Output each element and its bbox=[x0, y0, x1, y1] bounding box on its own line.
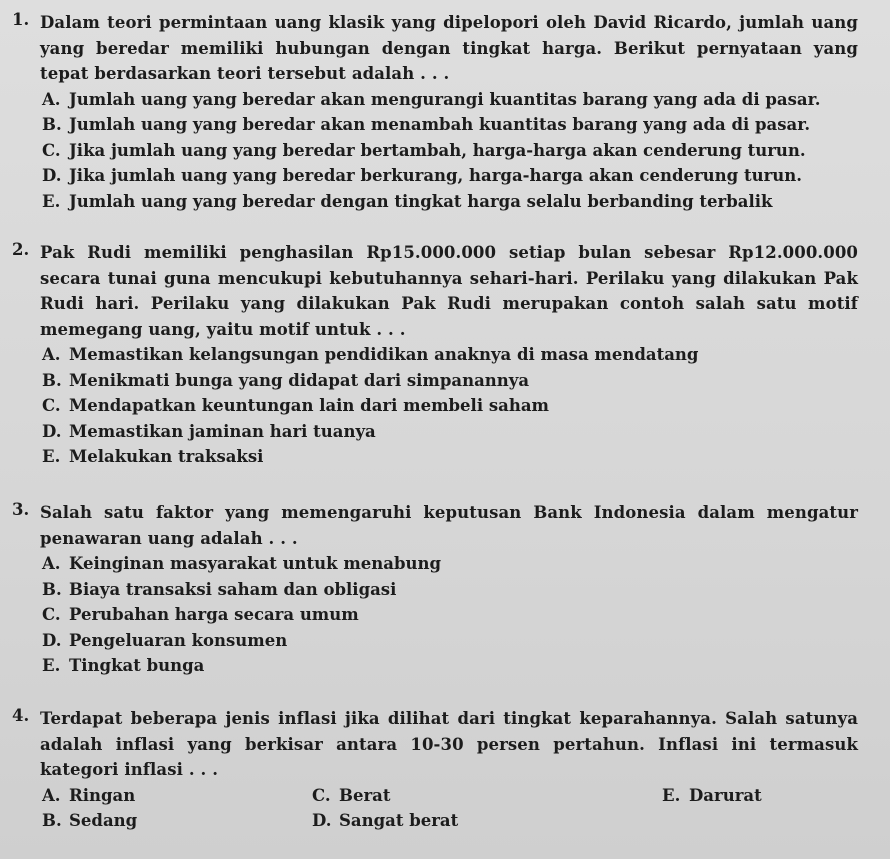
option-letter: D. bbox=[42, 630, 62, 650]
option-letter: A. bbox=[42, 345, 61, 364]
option-c[interactable] bbox=[42, 138, 858, 164]
option-e[interactable] bbox=[662, 783, 862, 809]
option-c[interactable] bbox=[312, 783, 662, 809]
option-letter: D. bbox=[312, 811, 332, 830]
option-letter: B. bbox=[42, 811, 62, 830]
question-2 bbox=[12, 240, 858, 470]
option-d[interactable] bbox=[42, 163, 858, 189]
question-4 bbox=[12, 706, 858, 834]
option-letter: B. bbox=[42, 115, 62, 134]
option-list bbox=[42, 342, 858, 470]
question-stem: Dalam teori permintaan uang klasik yang dipelopori oleh David Ricardo, jumlah uang yang beredar memiliki hubungan dengan tingkat harga. Berikut pernyataan yang tepat berdasarkan teori tersebut adalah . . . bbox=[40, 13, 858, 83]
option-c[interactable] bbox=[42, 602, 858, 628]
option-b[interactable] bbox=[42, 368, 858, 394]
option-grid bbox=[42, 783, 858, 834]
option-a[interactable] bbox=[42, 342, 858, 368]
option-text: Tingkat bunga bbox=[69, 656, 205, 675]
question-number: 1. bbox=[12, 10, 30, 29]
option-text: Sedang bbox=[69, 811, 138, 830]
option-text: Keinginan masyarakat untuk menabung bbox=[69, 554, 442, 573]
option-letter: C. bbox=[42, 140, 61, 160]
option-list bbox=[42, 87, 858, 215]
option-text: Ringan bbox=[69, 785, 136, 805]
option-text: Melakukan traksaksi bbox=[69, 447, 264, 466]
option-a[interactable] bbox=[42, 783, 312, 809]
option-letter: A. bbox=[42, 554, 61, 573]
option-text: Menikmati bunga yang didapat dari simpanannya bbox=[69, 370, 530, 390]
option-letter: E. bbox=[42, 656, 61, 675]
option-text: Berat bbox=[339, 785, 391, 805]
option-text: Darurat bbox=[689, 785, 762, 805]
option-text: Jumlah uang yang beredar akan mengurangi kuantitas barang yang ada di pasar. bbox=[69, 89, 821, 109]
option-list bbox=[42, 551, 858, 679]
option-text: Memastikan jaminan hari tuanya bbox=[69, 421, 376, 441]
option-letter: E. bbox=[662, 785, 681, 805]
option-b[interactable] bbox=[42, 112, 858, 138]
question-stem: Terdapat beberapa jenis inflasi jika dilihat dari tingkat keparahannya. Salah satunya adalah inflasi yang berkisar antara 10-30 persen pertahun. Inflasi ini termasuk kategori inflasi . . . bbox=[40, 709, 858, 779]
option-e[interactable] bbox=[42, 444, 858, 470]
option-text: Perubahan harga secara umum bbox=[69, 605, 359, 624]
option-letter: C. bbox=[312, 785, 331, 805]
option-letter: C. bbox=[42, 605, 61, 624]
option-text: Mendapatkan keuntungan lain dari membeli saham bbox=[69, 396, 549, 415]
option-a[interactable] bbox=[42, 551, 858, 577]
option-letter: E. bbox=[42, 447, 61, 466]
question-1 bbox=[12, 10, 858, 214]
option-text: Biaya transaksi saham dan obligasi bbox=[69, 579, 397, 599]
option-letter: A. bbox=[42, 89, 61, 109]
option-c[interactable] bbox=[42, 393, 858, 419]
option-text: Memastikan kelangsungan pendidikan anaknya di masa mendatang bbox=[69, 345, 699, 364]
option-letter: D. bbox=[42, 166, 62, 185]
option-e[interactable] bbox=[42, 189, 858, 215]
question-stem: Pak Rudi memiliki penghasilan Rp15.000.000 setiap bulan sebesar Rp12.000.000 secara tunai guna mencukupi kebutuhannya sehari-hari. Perilaku yang dilakukan Pak Rudi hari. Perilaku yang dilakukan Pak Rudi merupakan contoh salah satu motif memegang uang, yaitu motif untuk . . . bbox=[40, 243, 858, 339]
option-letter: C. bbox=[42, 396, 61, 415]
option-text: Jumlah uang yang beredar akan menambah kuantitas barang yang ada di pasar. bbox=[69, 115, 811, 134]
option-text: Sangat berat bbox=[339, 811, 459, 830]
option-letter: B. bbox=[42, 370, 62, 390]
option-text: Pengeluaran konsumen bbox=[69, 630, 288, 650]
option-letter: B. bbox=[42, 579, 62, 599]
option-a[interactable] bbox=[42, 87, 858, 113]
option-e[interactable] bbox=[42, 653, 858, 679]
question-number: 2. bbox=[12, 240, 30, 259]
option-letter: A. bbox=[42, 785, 61, 805]
option-letter: E. bbox=[42, 191, 61, 211]
option-d[interactable] bbox=[42, 628, 858, 654]
question-3 bbox=[12, 500, 858, 679]
option-text: Jika jumlah uang yang beredar bertambah, harga-harga akan cenderung turun. bbox=[69, 140, 806, 160]
question-number: 3. bbox=[12, 500, 30, 519]
option-b[interactable] bbox=[42, 808, 312, 834]
option-text: Jumlah uang yang beredar dengan tingkat harga selalu berbanding terbalik bbox=[69, 191, 773, 211]
question-number: 4. bbox=[12, 706, 30, 725]
option-b[interactable] bbox=[42, 577, 858, 603]
option-letter: D. bbox=[42, 421, 62, 441]
option-text: Jika jumlah uang yang beredar berkurang, harga-harga akan cenderung turun. bbox=[69, 166, 803, 185]
option-d[interactable] bbox=[42, 419, 858, 445]
question-stem: Salah satu faktor yang memengaruhi keputusan Bank Indonesia dalam mengatur penawaran uang adalah . . . bbox=[40, 503, 858, 548]
option-d[interactable] bbox=[312, 808, 662, 834]
